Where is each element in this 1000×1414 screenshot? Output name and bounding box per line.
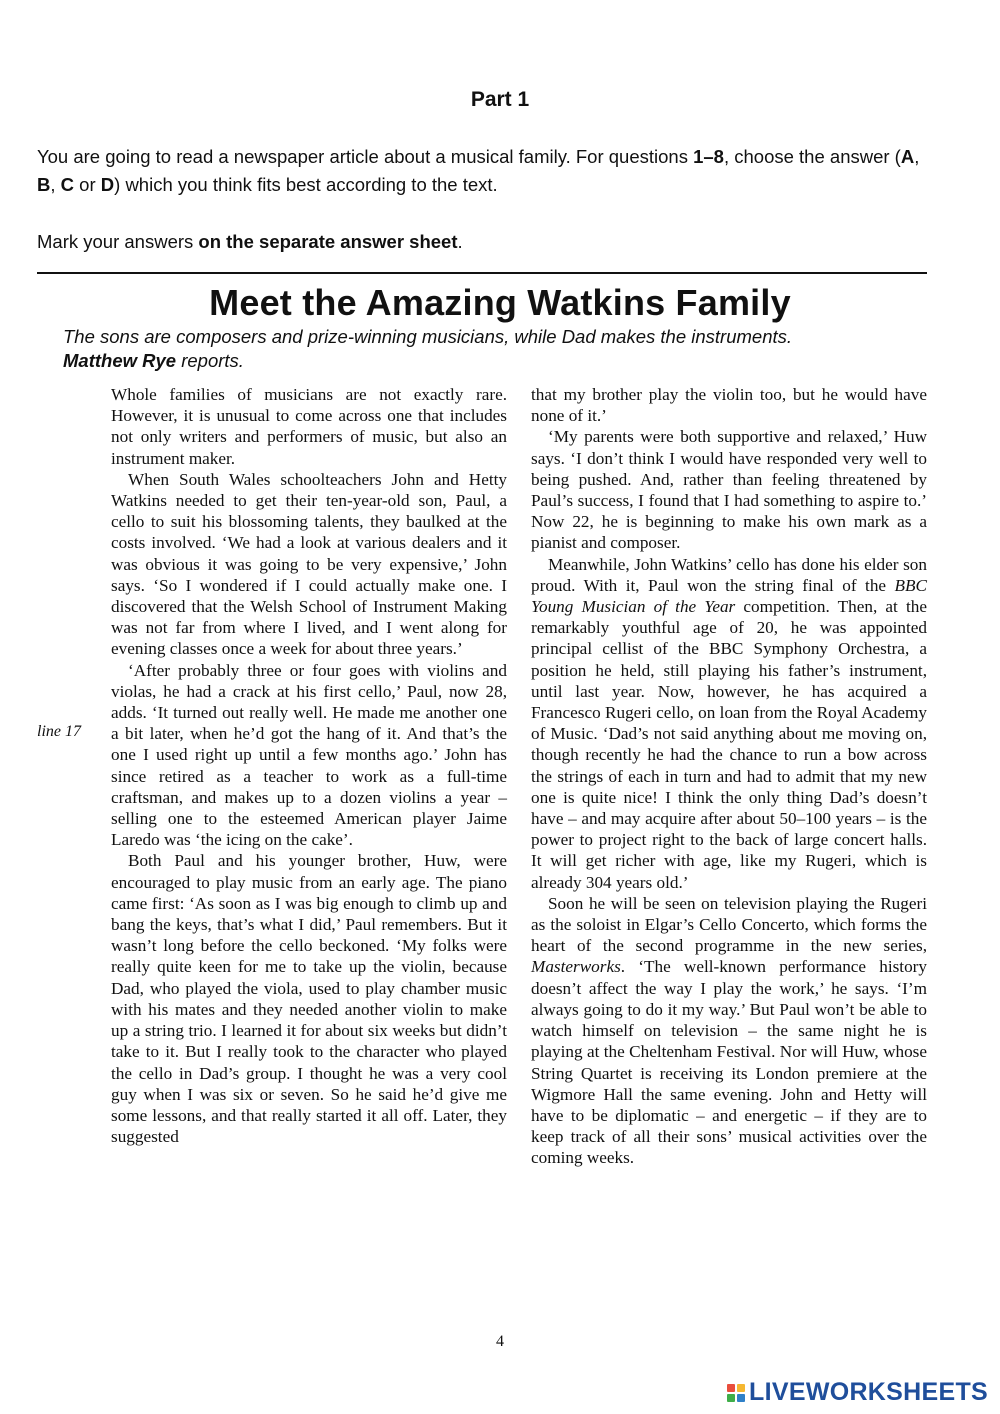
liveworksheets-logo — [727, 1378, 988, 1407]
answer-sheet-instruction: Mark your answers on the separate answer sheet. — [37, 231, 463, 252]
article-headline: Meet the Amazing Watkins Family — [209, 282, 791, 323]
paragraph: ‘After probably three or four goes with violins and violas, he had a crack at his first cello,’ Paul, now 28, adds. ‘It turned out really well. He made me another one a bit later, when he’d got the hang of it. And that’s the one I used right up until a few months ago.’ John has since retired as a teacher to work as a full-time craftsman, and makes up to a dozen violins a year – selling one to the esteemed American player Jaime Laredo was ‘the icing on the cake’. — [111, 660, 507, 850]
logo-text: LIVEWORKSHEETS — [749, 1378, 988, 1406]
article-standfirst: The sons are composers and prize-winning musicians, while Dad makes the instruments. Matthew Rye reports. — [63, 326, 793, 371]
task-instructions: You are going to read a newspaper article about a musical family. For questions 1–8, choose the answer (A, B, C or D) which you think fits best according to the text. — [37, 146, 920, 195]
paragraph: ‘My parents were both supportive and relaxed,’ Huw says. ‘I don’t think I would have responded very well to being pushed. And, rather than feeling threatened by Paul’s success, I found that I had something to aspire to.’ Now 22, he is beginning to make his own mark as a pianist and composer. — [531, 427, 927, 553]
paragraph: that my brother play the violin too, but he would have none of it.’ — [531, 385, 927, 426]
liveworksheets-logo-icon — [727, 1384, 745, 1402]
page-number: 4 — [496, 1333, 504, 1350]
article-column-left — [111, 384, 507, 1147]
article-column-right — [531, 384, 927, 1169]
line-number-marker: line 17 — [37, 723, 81, 740]
divider-rule — [37, 272, 927, 274]
part-title: Part 1 — [470, 88, 530, 111]
paragraph: Meanwhile, John Watkins’ cello has done his elder son proud. With it, Paul won the string final of the BBC Young Musician of the Year competition. Then, at the remarkably youthful age of 20, he was appointed principal cellist of the BBC Symphony Orchestra, a position he held, still playing his father’s instrument, until last year. Now, however, he has acquired a Francesco Rugeri cello, on loan from the Royal Academy of Music. ‘Dad’s not said anything about me moving on, though recently he had the chance to run a bow across the strings of each in turn and had to admit that my new one is quite nice! I think the only thing Dad’s doesn’t have – and may acquire after about 50–100 years – is the power to project right to the back of large concert halls. It will get richer with age, like my Rugeri, which is already 304 years old.’ — [531, 554, 927, 892]
paragraph: When South Wales schoolteachers John and Hetty Watkins needed to get their ten-year-old son, Paul, a cello to suit his blossoming talents, they baulked at the costs involved. ‘We had a look at various dealers and it was obvious it was going to be very expensive,’ John says. ‘So I wondered if I could actually make one. I discovered that the Welsh School of Instrument Making was not far from where I lived, and I went along for evening classes once a week for about three years.’ — [111, 469, 507, 659]
paragraph: Both Paul and his younger brother, Huw, were encouraged to play music from an early age. The piano came first: ‘As soon as I was big enough to climb up and bang the keys, that’s what I did,’ Paul remembers. But it wasn’t long before the cello beckoned. ‘My folks were really quite keen for me to take up the violin, because Dad, who played the viola, used to play chamber music with his mates and they needed another violin to make up a string trio. I learned it for about six weeks but didn’t take to it. But I really took to the character who played the cello in Dad’s group. I thought he was a very cool guy when I was six or seven. So he said he’d give me some lessons, and that really started it all off. Later, they suggested — [111, 851, 507, 1147]
paragraph: Whole families of musicians are not exactly rare. However, it is unusual to come across one that includes not only writers and performers of music, but also an instrument maker. — [111, 385, 507, 468]
paragraph: Soon he will be seen on television playing the Rugeri as the soloist in Elgar’s Cello Concerto, which forms the heart of the second programme in the new series, Masterworks. ‘The well-known performance history doesn’t affect the way I play the work,’ he says. ‘I’m always going to do it my way.’ But Paul won’t be able to watch himself on television – the same night he is playing at the Cheltenham Festival. Nor will Huw, whose String Quartet is receiving its London premiere at the Wigmore Hall the same evening. John and Hetty will have to be diplomatic – and energetic – if they are to keep track of all their sons’ musical activities over the coming weeks. — [531, 893, 927, 1168]
byline-name: Matthew Rye — [63, 350, 177, 371]
